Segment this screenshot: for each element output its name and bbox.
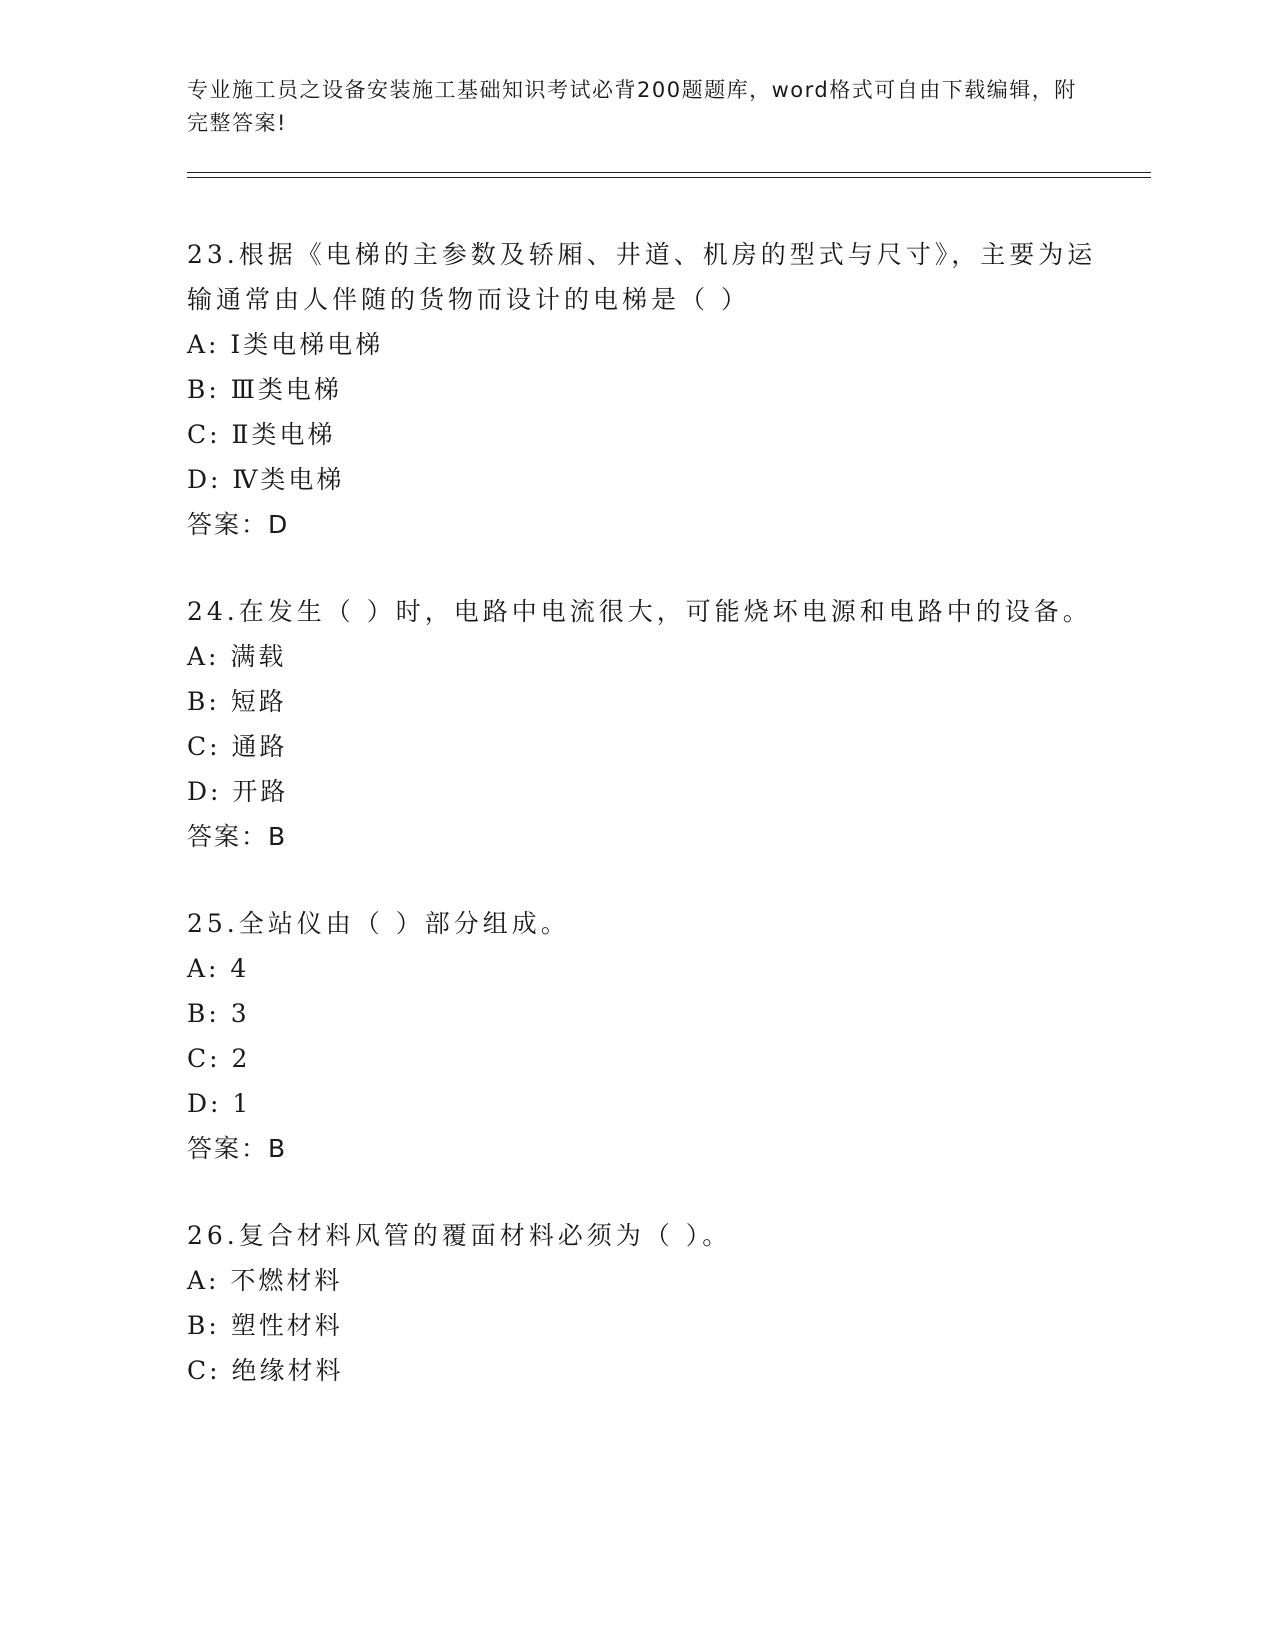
question-text: 24.在发生（ ）时，电路中电流很大，可能烧坏电源和电路中的设备。	[187, 597, 1092, 626]
option-d: D: Ⅳ类电梯	[187, 465, 345, 494]
option-c: C: 绝缘材料	[187, 1356, 344, 1385]
header-rule-top	[187, 172, 1151, 173]
question-24	[187, 589, 1097, 859]
question-23	[187, 232, 1097, 547]
option-a: A: 满载	[187, 642, 287, 671]
option-b: B: Ⅲ类电梯	[187, 375, 342, 404]
header-rule-bottom	[187, 177, 1151, 178]
question-text: 25.全站仪由（ ）部分组成。	[187, 909, 570, 938]
question-text: 23.根据《电梯的主参数及轿厢、井道、机房的型式与尺寸》，主要为运输通常由人伴随的货物而设计的电梯是（ ）	[187, 240, 1097, 314]
answer-text: 答案：B	[187, 822, 288, 851]
option-b: B: 短路	[187, 687, 287, 716]
question-26	[187, 1213, 1097, 1393]
document-header: 专业施工员之设备安装施工基础知识考试必背200题题库，word格式可自由下载编辑，附完整答案!	[187, 78, 1077, 135]
option-a: A: 不燃材料	[187, 1266, 343, 1295]
option-c: C: 通路	[187, 732, 288, 761]
question-list	[187, 232, 1097, 1435]
option-d: D: 1	[187, 1089, 252, 1118]
question-text: 26.复合材料风管的覆面材料必须为（ ）。	[187, 1221, 732, 1250]
option-a: A: 4	[187, 954, 250, 983]
option-c: C: Ⅱ类电梯	[187, 420, 336, 449]
question-25	[187, 901, 1097, 1171]
option-c: C: 2	[187, 1044, 251, 1073]
option-b: B: 塑性材料	[187, 1311, 343, 1340]
answer-text: 答案：B	[187, 1134, 288, 1163]
option-d: D: 开路	[187, 777, 289, 806]
answer-text: 答案：D	[187, 510, 290, 539]
option-b: B: 3	[187, 999, 250, 1028]
option-a: A: Ⅰ类电梯电梯	[187, 330, 384, 359]
